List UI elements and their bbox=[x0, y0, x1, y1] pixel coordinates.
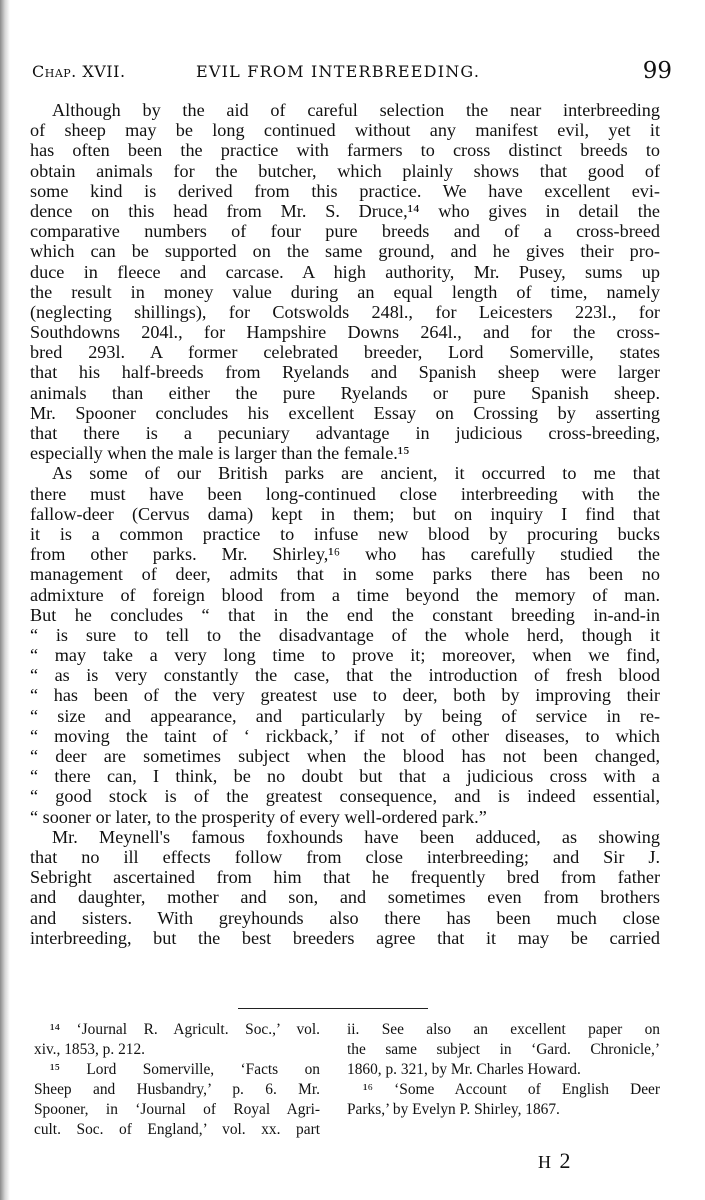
text-line: that no ill effects follow from close interbreeding; and Sir J. bbox=[30, 846, 660, 867]
text-line: duce in fleece and carcase. A high authority, Mr. Pusey, sums up bbox=[30, 261, 660, 282]
text-line: some kind is derived from this practice. We have excellent evi- bbox=[30, 180, 660, 201]
text-line: Sebright ascertained from him that he frequently bred from father bbox=[30, 867, 660, 888]
text-line: that his half-breeds from Ryelands and Spanish sheep were larger bbox=[30, 362, 660, 383]
footnote-line: cult. Soc. of England,’ vol. xx. part bbox=[34, 1121, 320, 1138]
text-line: has often been the practice with farmers to cross distinct breeds to bbox=[30, 140, 660, 161]
text-line: the result in money value during an equal length of time, namely bbox=[30, 281, 660, 302]
text-line: Southdowns 204l., for Hampshire Downs 264l., and for the cross- bbox=[30, 322, 660, 343]
text-line: interbreeding, but the best breeders agree that it may be carried bbox=[30, 927, 660, 948]
text-line: especially when the male is larger than the female.¹⁵ bbox=[30, 443, 410, 464]
text-line: “ moving the taint of ‘ rickback,’ if not of other diseases, to which bbox=[30, 725, 660, 746]
text-line: As some of our British parks are ancient, it occurred to me that bbox=[52, 463, 660, 484]
footnotes-right-column bbox=[347, 1020, 660, 1120]
text-line: “ size and appearance, and particularly by being of service in re- bbox=[30, 705, 660, 726]
main-text bbox=[30, 100, 660, 948]
text-line: obtain animals for the butcher, which plainly shows that good of bbox=[30, 160, 660, 181]
signature-letter: H bbox=[538, 1152, 553, 1172]
footnote-line: ¹⁵ Lord Somerville, ‘Facts on bbox=[50, 1061, 320, 1078]
footnote-line: ii. See also an excellent paper on bbox=[347, 1021, 660, 1038]
running-head bbox=[26, 58, 672, 88]
text-line: animals than either the pure Ryelands or pure Spanish sheep. bbox=[30, 382, 660, 403]
text-line: dence on this head from Mr. S. Druce,¹⁴ who gives in detail the bbox=[30, 200, 660, 221]
text-line: management of deer, admits that in some parks there has been no bbox=[30, 564, 660, 585]
text-line: of sheep may be long continued without any manifest evil, yet it bbox=[30, 120, 660, 141]
footnote-rule bbox=[238, 1008, 428, 1009]
text-line: Although by the aid of careful selection the near interbreeding bbox=[52, 100, 660, 120]
text-line: “ there can, I think, be no doubt but that a judicious cross with a bbox=[30, 766, 660, 787]
text-line: But he concludes “ that in the end the constant breeding in-and-in bbox=[30, 604, 660, 625]
footnotes-left-column bbox=[34, 1020, 320, 1140]
footnote-line: xiv., 1853, p. 212. bbox=[34, 1041, 146, 1058]
text-line: “ sooner or later, to the prosperity of every well-ordered park.” bbox=[30, 806, 487, 827]
text-line: from other parks. Mr. Shirley,¹⁶ who has carefully studied the bbox=[30, 544, 660, 565]
text-line: which can be supported on the same ground, and he gives their pro- bbox=[30, 241, 660, 262]
signature-number: 2 bbox=[559, 1148, 573, 1173]
text-line: Mr. Spooner concludes his excellent Essay on Crossing by asserting bbox=[30, 402, 660, 423]
chapter-label: Chap. XVII. bbox=[32, 62, 126, 81]
text-line: “ as is very constantly the case, that the introduction of fresh blood bbox=[30, 665, 660, 686]
footnote-line: Sheep and Husbandry,’ p. 6. Mr. bbox=[34, 1081, 320, 1098]
footnote-line: Parks,’ by Evelyn P. Shirley, 1867. bbox=[347, 1101, 560, 1118]
text-line: it is a common practice to infuse new blood by procuring bucks bbox=[30, 523, 660, 544]
text-line: and daughter, mother and son, and sometimes even from brothers bbox=[30, 887, 660, 908]
footnote-line: Spooner, in ‘Journal of Royal Agri- bbox=[34, 1101, 320, 1118]
text-line: that there is a pecuniary advantage in judicious cross-breeding, bbox=[30, 423, 660, 443]
text-line: “ has been of the very greatest use to deer, both by improving their bbox=[30, 685, 660, 706]
text-line: bred 293l. A former celebrated breeder, Lord Somerville, states bbox=[30, 342, 660, 363]
text-line: “ deer are sometimes subject when the blood has not been changed, bbox=[30, 746, 660, 766]
footnote-line: ¹⁴ ‘Journal R. Agricult. Soc.,’ vol. bbox=[50, 1021, 320, 1038]
running-title: EVIL FROM INTERBREEDING. bbox=[196, 62, 481, 81]
text-line: “ may take a very long time to prove it; moreover, when we find, bbox=[30, 645, 660, 666]
spine-shadow bbox=[0, 0, 10, 1200]
footnote-line: the same subject in ‘Gard. Chronicle,’ bbox=[347, 1041, 660, 1058]
text-line: (neglecting shillings), for Cotswolds 248l., for Leicesters 223l., for bbox=[30, 301, 660, 322]
text-line: Mr. Meynell's famous foxhounds have been adduced, as showing bbox=[52, 826, 660, 847]
text-line: fallow-deer (Cervus dama) kept in them; but on inquiry I find that bbox=[30, 503, 660, 524]
text-line: “ good stock is of the greatest consequence, and is indeed essential, bbox=[30, 786, 660, 807]
footnote-line: 1860, p. 321, by Mr. Charles Howard. bbox=[347, 1061, 581, 1078]
text-line: and sisters. With greyhounds also there has been much close bbox=[30, 907, 660, 928]
text-line: there must have been long-continued close interbreeding with the bbox=[30, 483, 660, 504]
text-line: admixture of foreign blood from a time beyond the memory of man. bbox=[30, 584, 660, 605]
signature-mark bbox=[538, 1148, 573, 1174]
page-number: 99 bbox=[642, 58, 672, 84]
text-line: “ is sure to tell to the disadvantage of the whole herd, though it bbox=[30, 624, 660, 645]
footnote-line: ¹⁶ ‘Some Account of English Deer bbox=[363, 1081, 660, 1098]
text-line: comparative numbers of four pure breeds and of a cross-breed bbox=[30, 221, 660, 242]
